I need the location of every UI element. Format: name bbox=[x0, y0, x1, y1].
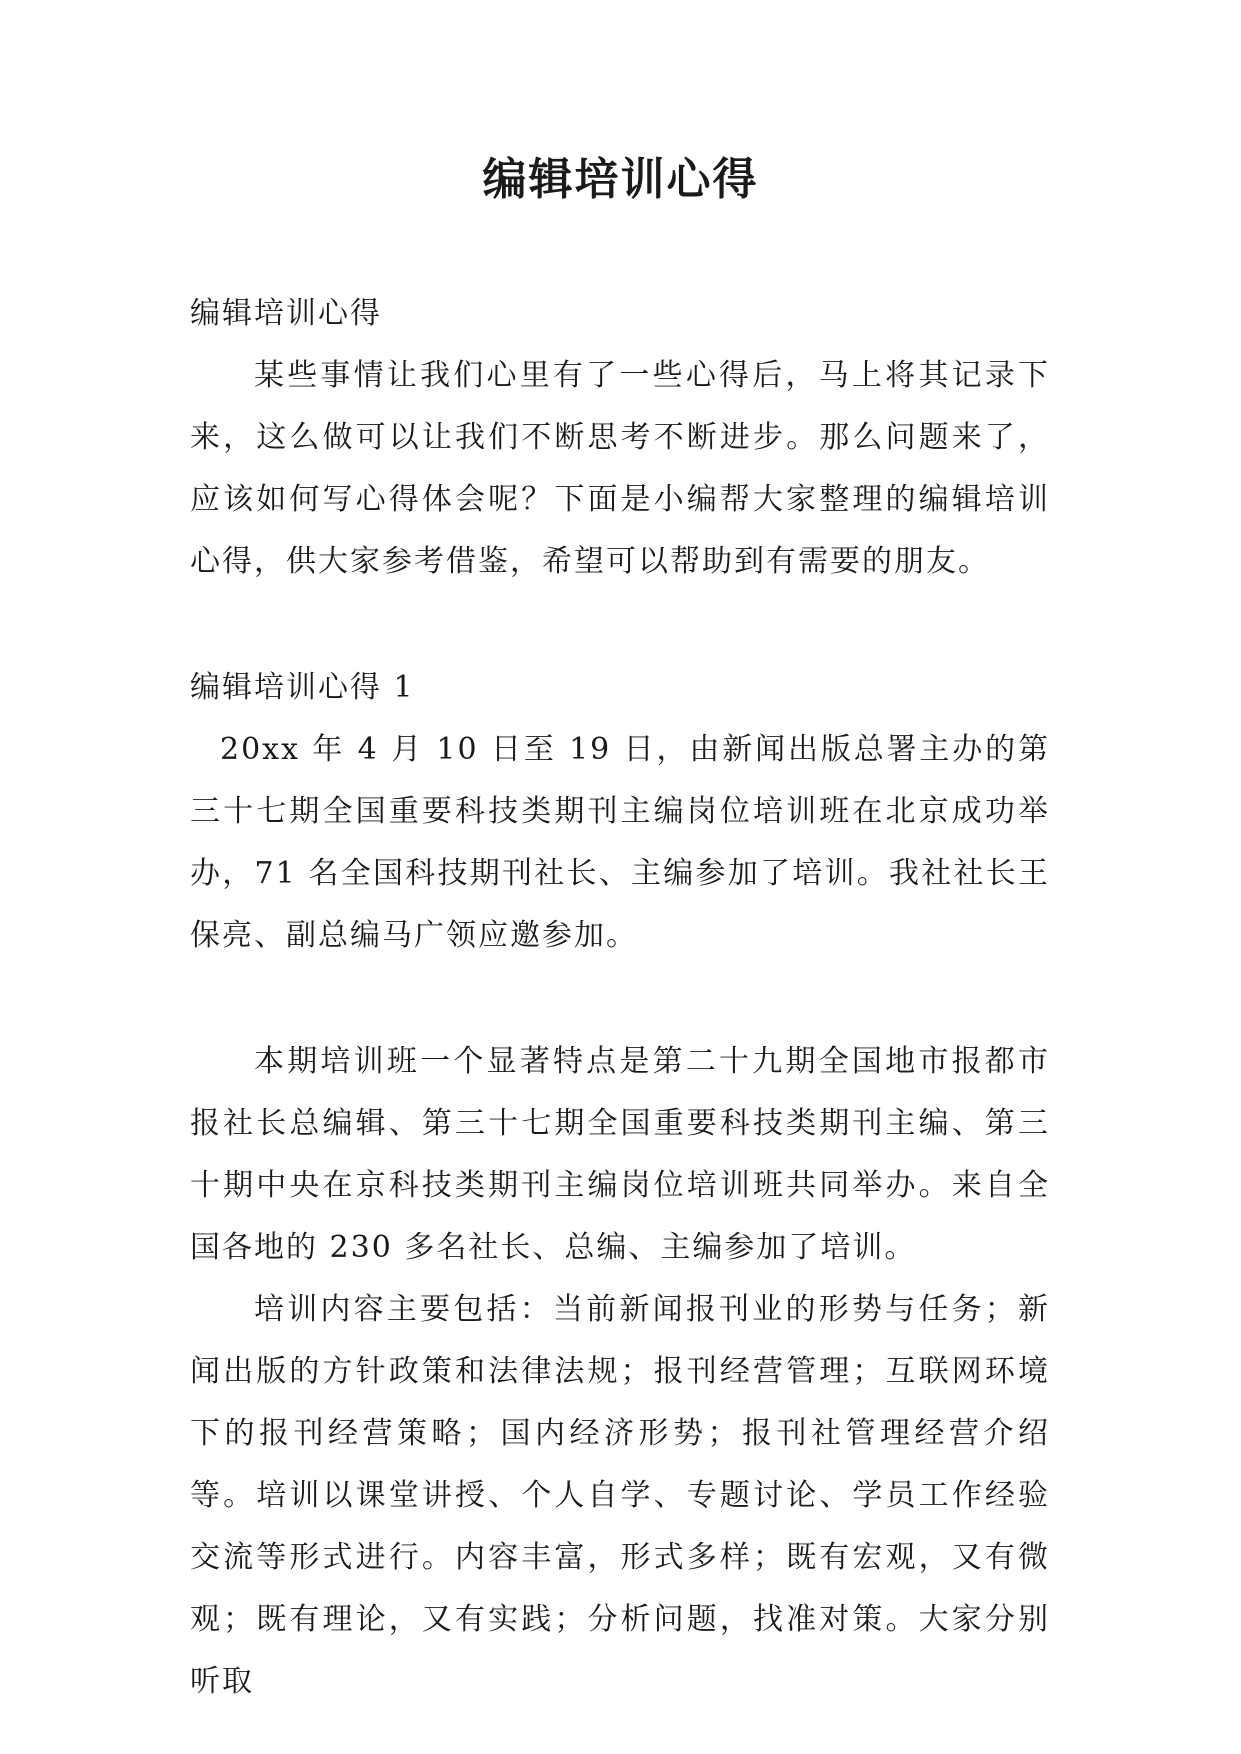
paragraph-3: 培训内容主要包括：当前新闻报刊业的形势与任务；新闻出版的方针政策和法律法规；报刊经营管理；互联网环境下的报刊经营策略；国内经济形势；报刊社管理经营介绍等。培训以课堂讲授、个人自学、专题讨论、学员工作经验交流等形式进行。内容丰富，形式多样；既有宏观，又有微观；既有理论，又有实践；分析问题，找准对策。大家分别听取 bbox=[190, 1292, 1050, 1699]
intro-paragraph: 某些事情让我们心里有了一些心得后，马上将其记录下来，这么做可以让我们不断思考不断进步。那么问题来了，应该如何写心得体会呢？下面是小编帮大家整理的编辑培训心得，供大家参考借鉴，希望可以帮助到有需要的朋友。 bbox=[190, 358, 1050, 579]
document-body bbox=[190, 283, 1050, 1713]
document-title: 编辑培训心得 bbox=[482, 154, 759, 205]
paragraph-2: 本期培训班一个显著特点是第二十九期全国地市报都市报社长总编辑、第三十七期全国重要科技类期刊主编、第三十期中央在京科技类期刊主编岗位培训班共同举办。来自全国各地的 230 多名社长、总编、主编参加了培训。 bbox=[190, 1044, 1050, 1265]
document-subtitle: 编辑培训心得 bbox=[190, 296, 382, 331]
paragraph-1: 20xx 年 4 月 10 日至 19 日，由新闻出版总署主办的第三十七期全国重要科技类期刊主编岗位培训班在北京成功举办，71 名全国科技期刊社长、主编参加了培训。我社社长王保亮、副总编马广领应邀参加。 bbox=[190, 732, 1050, 953]
section-heading-1: 编辑培训心得 1 bbox=[190, 670, 415, 705]
